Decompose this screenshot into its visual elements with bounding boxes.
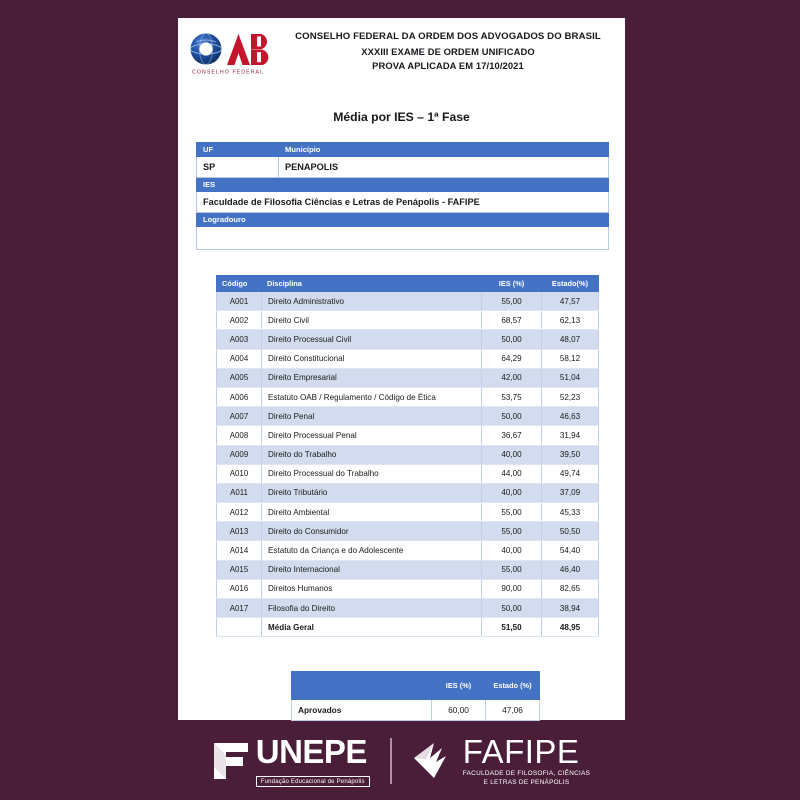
table-row: [217, 522, 599, 541]
cell-ies: 44,00: [482, 464, 542, 483]
ies-header: IES: [197, 178, 609, 192]
cell-disciplina: Estatuto da Criança e do Adolescente: [262, 541, 482, 560]
cell-estado: 51,04: [542, 368, 599, 387]
header-title-line-3: PROVA APLICADA EM 17/10/2021: [372, 60, 524, 71]
cell-disciplina: Direito Processual Penal: [262, 426, 482, 445]
cell-estado: 49,74: [542, 464, 599, 483]
cell-disciplina: Direito Administrativo: [262, 292, 482, 311]
municipio-value: PENAPOLIS: [279, 157, 609, 178]
approval-row-estado: 47,06: [486, 700, 540, 721]
col-header-disciplina: Disciplina: [262, 276, 482, 292]
cell-ies: 40,00: [482, 483, 542, 502]
unepe-name: UNEPE: [255, 732, 367, 770]
cell-ies: 36,67: [482, 426, 542, 445]
table-row: [217, 579, 599, 598]
cell-codigo: A005: [217, 368, 262, 387]
approval-table: [291, 671, 540, 721]
ident-value-row: [197, 157, 609, 178]
cell-disciplina: Direito do Consumidor: [262, 522, 482, 541]
fafipe-mark-icon: [412, 738, 458, 784]
oab-logo: [189, 30, 273, 76]
cell-codigo: A013: [217, 522, 262, 541]
table-row: [217, 599, 599, 618]
cell-codigo: A003: [217, 330, 262, 349]
cell-codigo: A001: [217, 292, 262, 311]
cell-disciplina: Direito Processual Civil: [262, 330, 482, 349]
cell-disciplina: Direito Civil: [262, 311, 482, 330]
cell-estado: 52,23: [542, 387, 599, 406]
total-row: [217, 618, 599, 637]
cell-disciplina: Direito Internacional: [262, 560, 482, 579]
uf-header: UF: [197, 143, 279, 157]
logradouro-value: [197, 227, 609, 250]
approval-col-blank: [292, 672, 432, 700]
cell-estado: 37,09: [542, 483, 599, 502]
unepe-logo: [210, 732, 370, 788]
municipio-header: Município: [279, 143, 609, 157]
approval-row-label: Aprovados: [292, 700, 432, 721]
cell-ies: 40,00: [482, 445, 542, 464]
header-title-line-2: XXXIII EXAME DE ORDEM UNIFICADO: [361, 45, 535, 57]
unepe-mark-icon: [210, 739, 252, 783]
cell-disciplina: Direito Ambiental: [262, 503, 482, 522]
oab-logo-caption: CONSELHO FEDERAL: [192, 69, 265, 76]
table-row: [217, 311, 599, 330]
logradouro-header: Logradouro: [197, 213, 609, 227]
table-row: [217, 349, 599, 368]
cell-estado: 45,33: [542, 503, 599, 522]
cell-ies: 64,29: [482, 349, 542, 368]
logradouro-header-row: [197, 213, 609, 227]
approval-row-ies: 60,00: [432, 700, 486, 721]
ies-header-row: [197, 178, 609, 192]
table-row: [217, 560, 599, 579]
cell-codigo: A014: [217, 541, 262, 560]
total-cell-estado: 48,95: [542, 618, 599, 637]
cell-estado: 62,13: [542, 311, 599, 330]
uf-value: SP: [197, 157, 279, 178]
report-card: [178, 18, 625, 720]
ies-value: Faculdade de Filosofia Ciências e Letras de Penápolis - FAFIPE: [197, 192, 609, 213]
cell-estado: 82,65: [542, 579, 599, 598]
table-row: [217, 330, 599, 349]
cell-codigo: A008: [217, 426, 262, 445]
cell-ies: 55,00: [482, 292, 542, 311]
table-row: [217, 541, 599, 560]
cell-ies: 55,00: [482, 522, 542, 541]
cell-codigo: A015: [217, 560, 262, 579]
cell-estado: 46,40: [542, 560, 599, 579]
cell-disciplina: Direito Tributário: [262, 483, 482, 502]
header-title-block: [278, 30, 618, 74]
cell-disciplina: Direitos Humanos: [262, 579, 482, 598]
fafipe-subtitle-line-1: FACULDADE DE FILOSOFIA, CIÊNCIAS: [462, 770, 591, 777]
cell-disciplina: Filosofia do Direito: [262, 599, 482, 618]
page-title: Média por IES – 1ª Fase: [333, 110, 470, 124]
cell-ies: 50,00: [482, 407, 542, 426]
unepe-subtitle: Fundação Educacional de Penápolis: [256, 776, 370, 787]
fafipe-subtitle-line-2: E LETRAS DE PENÁPOLIS: [483, 778, 570, 786]
cell-codigo: A011: [217, 483, 262, 502]
fafipe-logo: [412, 735, 591, 787]
discipline-table: [216, 275, 599, 637]
cell-disciplina: Direito Empresarial: [262, 368, 482, 387]
approval-header-row: [292, 672, 540, 700]
table-row: [217, 407, 599, 426]
cell-disciplina: Direito Penal: [262, 407, 482, 426]
cell-codigo: A002: [217, 311, 262, 330]
table-row: [217, 426, 599, 445]
total-cell-label: Média Geral: [262, 618, 482, 637]
footer-divider: [390, 738, 392, 784]
cell-estado: 31,94: [542, 426, 599, 445]
cell-codigo: A012: [217, 503, 262, 522]
cell-estado: 47,57: [542, 292, 599, 311]
cell-ies: 53,75: [482, 387, 542, 406]
table-row: [217, 292, 599, 311]
approval-col-ies: IES (%): [432, 672, 486, 700]
ident-header-row: [197, 143, 609, 157]
identification-table: [196, 142, 609, 250]
cell-estado: 50,50: [542, 522, 599, 541]
header-title-line-1: CONSELHO FEDERAL DA ORDEM DOS ADVOGADOS DO BRASIL: [295, 31, 601, 42]
cell-estado: 54,40: [542, 541, 599, 560]
cell-codigo: A004: [217, 349, 262, 368]
total-cell-codigo: [217, 618, 262, 637]
cell-disciplina: Direito Processual do Trabalho: [262, 464, 482, 483]
ies-value-row: [197, 192, 609, 213]
cell-codigo: A006: [217, 387, 262, 406]
cell-codigo: A017: [217, 599, 262, 618]
cell-estado: 48,07: [542, 330, 599, 349]
cell-ies: 42,00: [482, 368, 542, 387]
col-header-ies: IES (%): [482, 276, 542, 292]
table-row: [217, 503, 599, 522]
cell-estado: 46,63: [542, 407, 599, 426]
cell-ies: 68,57: [482, 311, 542, 330]
total-cell-ies: 51,50: [482, 618, 542, 637]
cell-ies: 55,00: [482, 503, 542, 522]
fafipe-name: FAFIPE: [462, 733, 580, 770]
cell-codigo: A009: [217, 445, 262, 464]
cell-disciplina: Direito Constitucional: [262, 349, 482, 368]
cell-codigo: A016: [217, 579, 262, 598]
approval-col-estado: Estado (%): [486, 672, 540, 700]
document-header: [178, 18, 625, 84]
cell-estado: 58,12: [542, 349, 599, 368]
cell-disciplina: Estatuto OAB / Regulamento / Código de Ética: [262, 387, 482, 406]
logradouro-value-row: [197, 227, 609, 250]
footer-logos: [0, 722, 800, 800]
cell-disciplina: Direito do Trabalho: [262, 445, 482, 464]
cell-codigo: A010: [217, 464, 262, 483]
table-row: [217, 483, 599, 502]
cell-ies: 50,00: [482, 599, 542, 618]
approval-row: [292, 700, 540, 721]
col-header-codigo: Código: [217, 276, 262, 292]
table-row: [217, 464, 599, 483]
table-row: [217, 445, 599, 464]
cell-ies: 55,00: [482, 560, 542, 579]
table-row: [217, 368, 599, 387]
cell-ies: 50,00: [482, 330, 542, 349]
col-header-estado: Estado(%): [542, 276, 599, 292]
cell-codigo: A007: [217, 407, 262, 426]
table-row: [217, 387, 599, 406]
cell-estado: 38,94: [542, 599, 599, 618]
cell-ies: 40,00: [482, 541, 542, 560]
cell-estado: 39,50: [542, 445, 599, 464]
discipline-header-row: [217, 276, 599, 292]
cell-ies: 90,00: [482, 579, 542, 598]
